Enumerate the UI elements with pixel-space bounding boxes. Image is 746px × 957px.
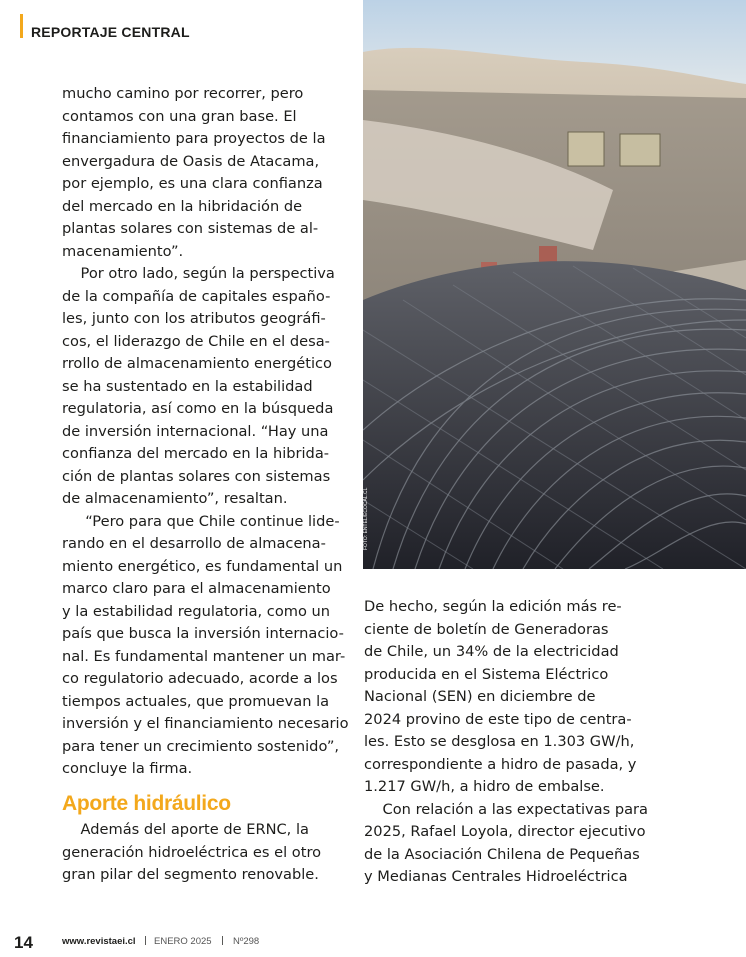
body-text-line: producida en el Sistema Eléctrico: [364, 665, 609, 683]
section-label: REPORTAJE CENTRAL: [31, 24, 190, 40]
body-text-line: regulatoria, así como en la búsqueda: [62, 400, 334, 417]
body-text-line: tiempos actuales, que promuevan la: [62, 692, 330, 710]
footer-separator: |: [221, 936, 225, 946]
body-text-line: mucho camino por recorrer, pero: [62, 85, 304, 102]
footer-separator: |: [144, 936, 148, 946]
photo-credit: FOTO: ENTEL/ECOCAL.CL: [363, 487, 369, 550]
subheading: Aporte hidráulico: [62, 792, 231, 815]
construction-photo: [363, 0, 746, 569]
footer-date: ENERO 2025: [154, 936, 212, 947]
left-column-text-continued: [62, 819, 342, 887]
body-text-line: envergadura de Oasis de Atacama,: [62, 152, 320, 170]
right-column-text: [364, 596, 654, 889]
body-text-line: miento energético, es fundamental un: [62, 557, 343, 575]
body-text-line: de la compañía de capitales españo-: [62, 287, 331, 305]
body-text-line: De hecho, según la edición más re-: [364, 598, 622, 615]
body-text-line: concluye la firma.: [62, 760, 193, 777]
rebar-foundation-image: [363, 0, 746, 569]
body-text-line: financiamiento para proyectos de la: [62, 130, 326, 147]
body-text-line: 2025, Rafael Loyola, director ejecutivo: [364, 823, 646, 840]
body-text-line: de inversión internacional. “Hay una: [62, 422, 329, 440]
left-column-text: [62, 83, 349, 781]
body-text-line: se ha sustentado en la estabilidad: [62, 377, 313, 395]
body-text-line: ciente de boletín de Generadoras: [364, 620, 609, 638]
body-text-line: plantas solares con sistemas de al-: [62, 220, 319, 237]
body-text-line: de Chile, un 34% de la electricidad: [364, 643, 619, 660]
body-text-line: cos, el liderazgo de Chile en el desa-: [62, 332, 330, 350]
page-footer: [0, 933, 746, 951]
body-text-line: “Pero para que Chile continue lide-: [62, 512, 340, 530]
body-text-line: generación hidroeléctrica es el otro: [62, 843, 322, 861]
body-text-line: co regulatorio adecuado, acorde a los: [62, 670, 338, 687]
body-text-line: y la estabilidad regulatoria, como un: [62, 602, 331, 620]
body-text-line: 2024 provino de este tipo de centra-: [364, 710, 632, 728]
body-text-line: macenamiento”.: [62, 242, 184, 260]
body-text-line: y Medianas Centrales Hidroeléctrica: [364, 868, 628, 885]
body-text-line: rando en el desarrollo de almacena-: [62, 535, 326, 552]
body-text-line: contamos con una gran base. El: [62, 107, 297, 125]
body-text-line: ción de plantas solares con sistemas: [62, 467, 331, 485]
body-text-line: de la Asociación Chilena de Pequeñas: [364, 845, 640, 863]
footer-website: www.revistaei.cl: [62, 936, 136, 947]
body-text-line: para tener un crecimiento sostenido”,: [62, 737, 340, 755]
body-text-line: les. Esto se desglosa en 1.303 GW/h,: [364, 733, 635, 750]
body-text-line: Por otro lado, según la perspectiva: [62, 265, 335, 282]
footer-issue: Nº298: [233, 936, 260, 947]
body-text-line: por ejemplo, es una clara confianza: [62, 175, 323, 192]
body-text-line: les, junto con los atributos geográfi-: [62, 310, 326, 327]
body-text-line: de almacenamiento”, resaltan.: [62, 490, 288, 507]
body-text-line: del mercado en la hibridación de: [62, 197, 303, 215]
page-number: 14: [14, 933, 33, 952]
body-text-line: país que busca la inversión internacio-: [62, 625, 344, 642]
body-text-line: correspondiente a hidro de pasada, y: [364, 755, 637, 773]
body-text-line: nal. Es fundamental mantener un mar-: [62, 647, 346, 665]
body-text-line: Con relación a las expectativas para: [364, 800, 648, 818]
body-text-line: inversión y el financiamiento necesario: [62, 715, 349, 732]
body-text-line: rrollo de almacenamiento energético: [62, 355, 332, 372]
body-text-line: 1.217 GW/h, a hidro de embalse.: [364, 778, 605, 795]
body-text-line: Nacional (SEN) en diciembre de: [364, 688, 596, 705]
body-text-line: confianza del mercado en la hibrida-: [62, 445, 330, 462]
body-text-line: gran pilar del segmento renovable.: [62, 866, 319, 883]
body-text-line: marco claro para el almacenamiento: [62, 580, 331, 597]
body-text-line: Además del aporte de ERNC, la: [62, 821, 309, 838]
section-accent-bar: [20, 14, 23, 38]
